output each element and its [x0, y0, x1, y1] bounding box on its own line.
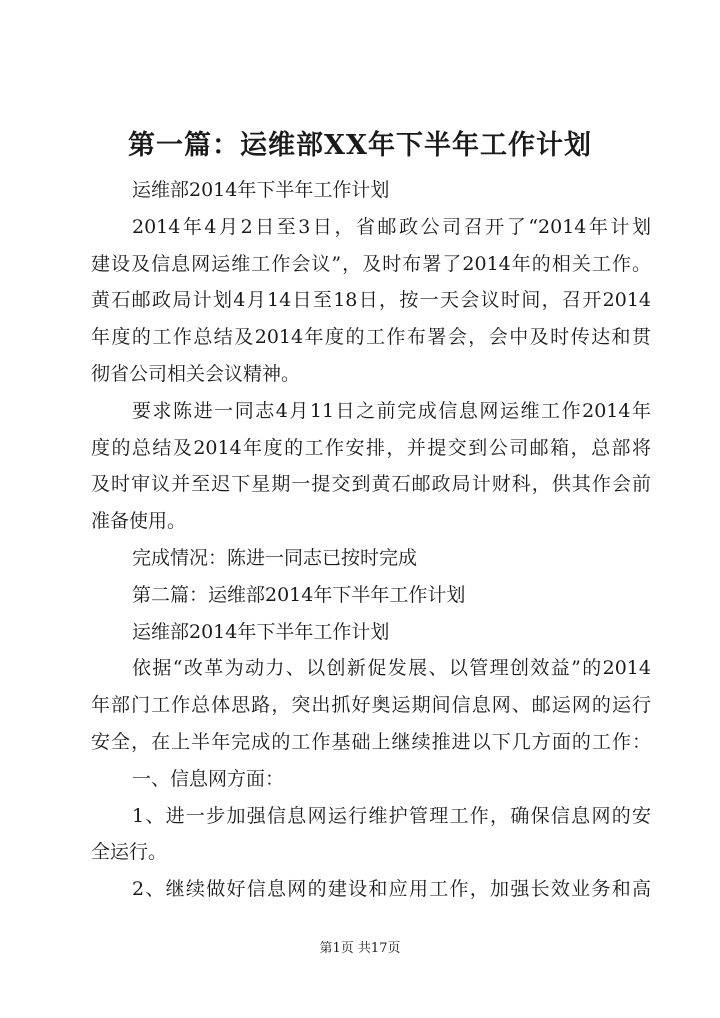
document-title: 第一篇：运维部XX年下半年工作计划 — [128, 130, 592, 161]
body-line: 黄石邮政局计划4月14日至18日，按一天会议时间，召开2014 — [91, 289, 651, 312]
body-line: 完成情况：陈进一同志已按时完成 — [132, 546, 418, 569]
body-line: 安全，在上半年完成的工作基础上继续推进以下几方面的工作： — [91, 730, 651, 753]
body-line: 依据“改革为动力、以创新促发展、以管理创效益”的2014 — [132, 657, 651, 680]
body-line: 全运行。 — [91, 841, 168, 864]
body-line: 年部门工作总体思路，突出抓好奥运期间信息网、邮运网的运行 — [91, 694, 651, 717]
body-line: 1、进一步加强信息网运行维护管理工作，确保信息网的安 — [132, 804, 651, 827]
body-line: 度的总结及2014年度的工作安排，并提交到公司邮箱，总部将 — [91, 436, 651, 459]
body-line: 准备使用。 — [91, 510, 187, 533]
document-body — [91, 172, 651, 908]
body-line: 彻省公司相关会议精神。 — [91, 362, 301, 385]
body-line: 一、信息网方面： — [132, 767, 285, 790]
body-line: 要求陈进一同志4月11日之前完成信息网运维工作2014年 — [132, 399, 651, 422]
body-line: 2、继续做好信息网的建设和应用工作，加强长效业务和高 — [132, 878, 651, 901]
body-line: 建设及信息网运维工作会议”，及时布署了2014年的相关工作。 — [91, 252, 651, 275]
body-line: 第二篇：运维部2014年下半年工作计划 — [132, 583, 466, 606]
body-line: 运维部2014年下半年工作计划 — [132, 179, 390, 201]
body-line: 年度的工作总结及2014年度的工作布署会，会中及时传达和贯 — [91, 326, 651, 349]
page-footer: 第1页 共17页 — [319, 941, 401, 956]
body-line: 运维部2014年下半年工作计划 — [132, 620, 390, 643]
body-line: 2014年4月2日至3日，省邮政公司召开了“2014年计划 — [132, 215, 651, 238]
body-line: 及时审议并至迟下星期一提交到黄石邮政局计财科，供其作会前 — [91, 473, 651, 496]
